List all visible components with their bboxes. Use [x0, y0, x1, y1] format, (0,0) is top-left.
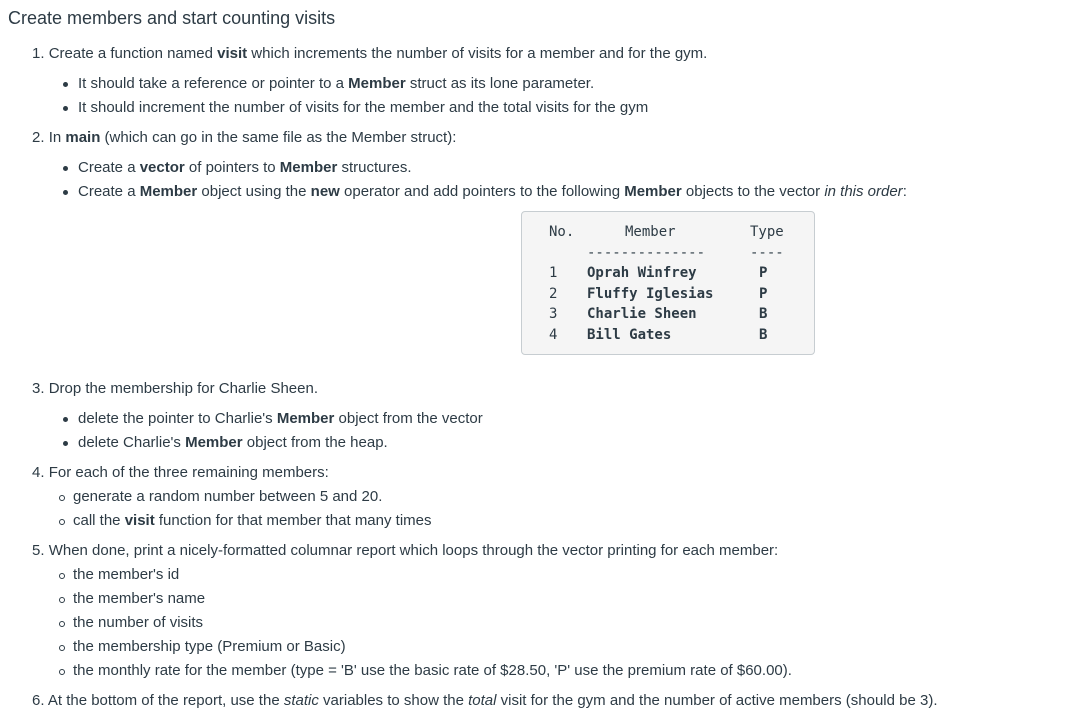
row-no: 3 [549, 306, 558, 322]
step-5-sub: the number of visits [73, 613, 203, 633]
sub-bullet-circle [59, 495, 65, 501]
sub-bullet-circle [59, 597, 65, 603]
step-4-sub-1: generate a random number between 5 and 20. [73, 487, 382, 507]
step-5-sub: the member's name [73, 589, 205, 609]
step-4-sub-2: call the visit function for that member that many times [73, 511, 432, 531]
step-5-sub: the member's id [73, 565, 179, 585]
row-no: 4 [549, 327, 558, 343]
step-1-number: 1. [32, 45, 45, 62]
col-header-no: No. [549, 224, 575, 240]
page-title: Create members and start counting visits [8, 8, 336, 28]
row-type: P [759, 265, 768, 281]
visit-function-name: visit [217, 45, 248, 62]
step-6: 6. At the bottom of the report, use the static variables to show the total visit for the gym and the number of active members (should be 3). [32, 692, 938, 709]
row-name: Oprah Winfrey [587, 265, 697, 281]
bullet-dot [63, 166, 68, 171]
sub-bullet-circle [59, 669, 65, 675]
row-name: Fluffy Iglesias [587, 286, 714, 302]
step-2-bullet-2: Create a Member object using the new operator and add pointers to the following Member objects to the vector in this order: [78, 182, 907, 202]
bullet-dot [63, 82, 68, 87]
row-type: B [759, 327, 768, 343]
row-type: P [759, 286, 768, 302]
step-1-bullet-2: It should increment the number of visits for the member and the total visits for the gym [78, 98, 648, 118]
step-3-bullet-1: delete the pointer to Charlie's Member object from the vector [78, 409, 483, 429]
step-5: 5. When done, print a nicely-formatted columnar report which loops through the vector printing for each member: [32, 542, 779, 559]
step-2: 2. In main (which can go in the same file as the Member struct): [32, 129, 457, 146]
step-2-bullet-1: Create a vector of pointers to Member structures. [78, 158, 412, 178]
row-type: B [759, 306, 768, 322]
bullet-dot [63, 441, 68, 446]
bullet-dot [63, 106, 68, 111]
col-header-type: Type [750, 224, 784, 240]
sub-bullet-circle [59, 573, 65, 579]
step-1-bullet-1: It should take a reference or pointer to a Member struct as its lone parameter. [78, 74, 594, 94]
row-no: 1 [549, 265, 558, 281]
type-divider: ---- [750, 245, 784, 261]
col-header-member: Member [625, 224, 676, 240]
member-table [521, 211, 815, 355]
step-1-post: which increments the number of visits for a member and for the gym. [247, 45, 708, 62]
step-3: 3. Drop the membership for Charlie Sheen. [32, 380, 318, 397]
bullet-dot [63, 417, 68, 422]
row-name: Charlie Sheen [587, 306, 697, 322]
sub-bullet-circle [59, 645, 65, 651]
step-4: 4. For each of the three remaining members: [32, 464, 329, 481]
sub-bullet-circle [59, 621, 65, 627]
row-no: 2 [549, 286, 558, 302]
bullet-dot [63, 190, 68, 195]
row-name: Bill Gates [587, 327, 672, 343]
sub-bullet-circle [59, 519, 65, 525]
step-1-pre: Create a function named [48, 45, 218, 62]
step-5-sub: the monthly rate for the member (type = 'B' use the basic rate of $28.50, 'P' use the premium rate of $60.00). [73, 661, 792, 681]
step-5-sub: the membership type (Premium or Basic) [73, 637, 346, 657]
step-3-bullet-2: delete Charlie's Member object from the heap. [78, 433, 388, 453]
member-divider: -------------- [587, 245, 706, 261]
step-1 [32, 44, 707, 64]
